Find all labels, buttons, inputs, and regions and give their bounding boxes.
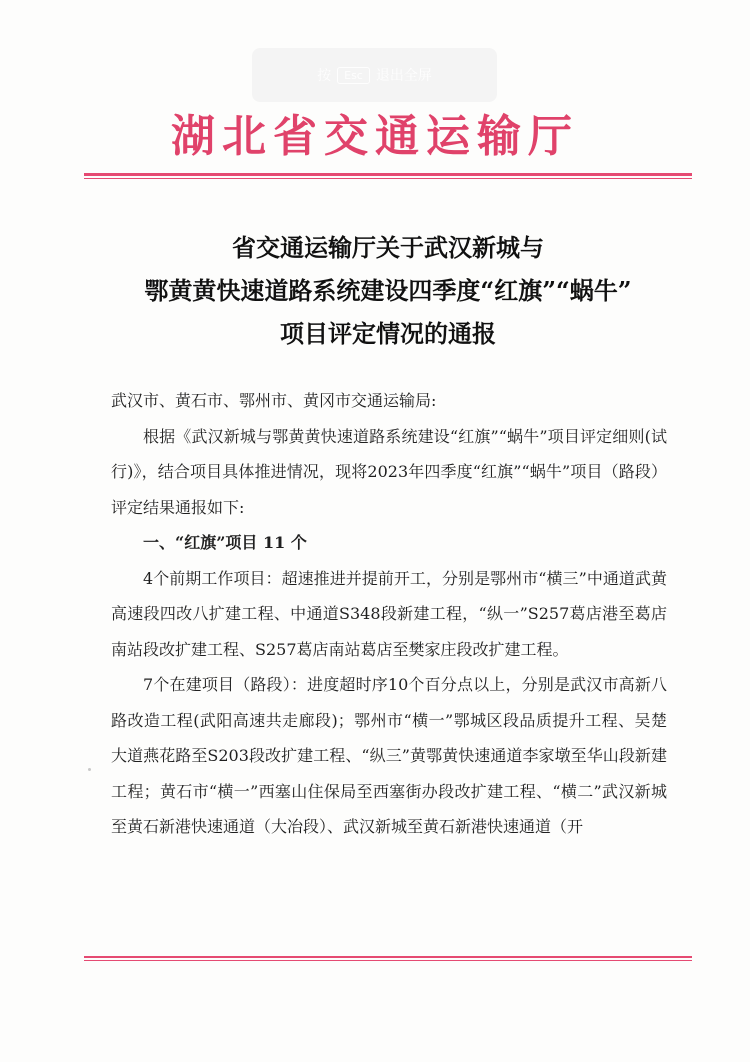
margin-dot: [88, 768, 91, 771]
esc-key-badge: Esc: [337, 67, 370, 84]
paragraph-construction-projects: 7个在建项目（路段）：进度超时序10个百分点以上，分别是武汉市高新八路改造工程(武阳高速共走廊段)；鄂州市“横一”鄂城区段品质提升工程、吴楚大道燕花路至S203段改扩建工程、“纵三”黄鄂黄快速通道李家墩至华山段新建工程；黄石市“横一”西塞山住保局至西塞街办段改扩建工程、“横二”武汉新城至黄石新港快速通道（大冶段）、武汉新城至黄石新港快速通道（开: [111, 675, 667, 836]
footer-rule-thin: [84, 960, 692, 961]
intro-paragraph: 根据《武汉新城与鄂黄黄快速道路系统建设“红旗”“蜗牛”项目评定细则(试行)》，结合项目具体推进情况，现将2023年四季度“红旗”“蜗牛”项目（路段）评定结果通报如下:: [111, 426, 667, 517]
paragraph-preliminary-projects: 4个前期工作项目：超速推进并提前开工，分别是鄂州市“横三”中通道武黄高速段四改八扩建工程、中通道S348段新建工程，“纵一”S257葛店港至葛店南站段改扩建工程、S257葛店南站葛店至樊家庄段改扩建工程。: [111, 568, 667, 659]
document-body: [111, 383, 667, 845]
letterhead-rule-thick: [84, 173, 692, 176]
letterhead-rule-thin: [84, 178, 692, 179]
fullscreen-exit-hint[interactable]: [252, 48, 497, 102]
title-line-2: 鄂黄黄快速道路系统建设四季度“红旗”“蜗牛”: [144, 276, 632, 305]
title-line-3: 项目评定情况的通报: [280, 319, 496, 348]
hint-press-text: 按: [317, 68, 332, 84]
footer-rule-thick: [84, 956, 692, 958]
document-title: [84, 226, 692, 355]
section-heading-red-flag: 一、“红旗”项目 11 个: [143, 533, 307, 552]
hint-action-text: 退出全屏: [375, 68, 432, 84]
agency-letterhead: 湖北省交通运输厅: [171, 111, 579, 162]
title-line-1: 省交通运输厅关于武汉新城与: [232, 233, 544, 262]
salutation: 武汉市、黄石市、鄂州市、黄冈市交通运输局:: [111, 391, 437, 410]
